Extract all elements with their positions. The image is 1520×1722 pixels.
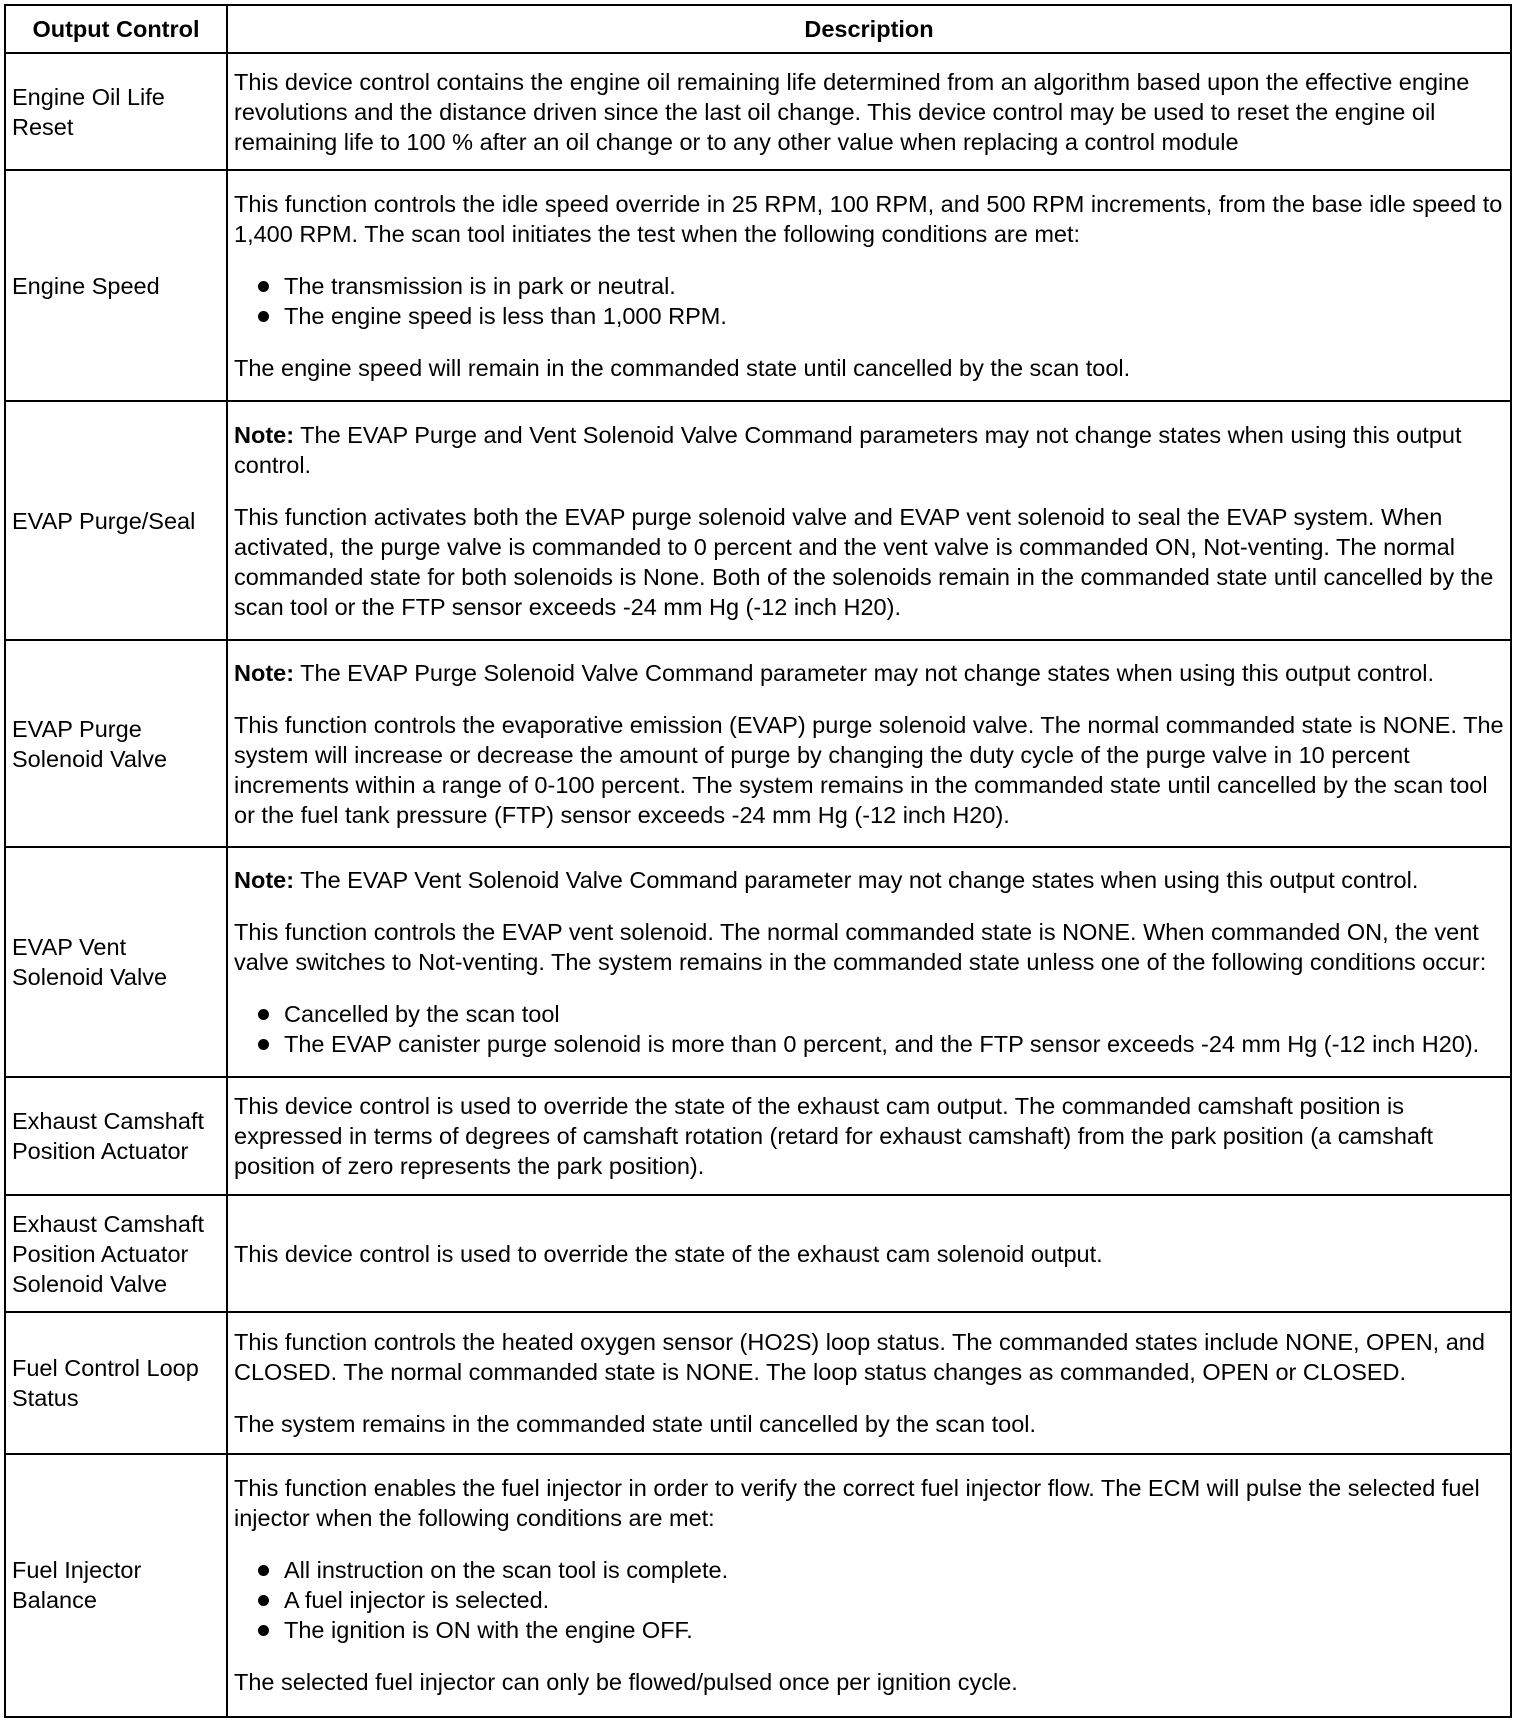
- table-row: [5, 1312, 1511, 1453]
- header-output-control: Output Control: [5, 5, 227, 53]
- bullet-list: [234, 271, 1504, 331]
- output-control-table: [4, 4, 1512, 1718]
- list-item: [258, 1585, 1504, 1615]
- bullet-list: [234, 999, 1504, 1059]
- description-cell: [227, 1454, 1511, 1717]
- table-row: [5, 1454, 1511, 1717]
- table-row: [5, 401, 1511, 640]
- bullet-icon: [258, 1625, 269, 1636]
- note-text: The EVAP Vent Solenoid Valve Command parameter may not change states when using this output control.: [300, 867, 1419, 894]
- bullet-icon: [258, 1009, 269, 1020]
- list-item-text: The transmission is in park or neutral.: [284, 272, 676, 299]
- description-cell: [227, 401, 1511, 640]
- output-control-name: Engine Oil Life Reset: [5, 53, 227, 170]
- output-control-name: Exhaust Camshaft Position Actuator: [5, 1077, 227, 1194]
- note-text: The EVAP Purge and Vent Solenoid Valve Command parameters may not change states when using this output control.: [234, 421, 1462, 478]
- description-cell: [227, 1312, 1511, 1453]
- list-item: [258, 1555, 1504, 1585]
- list-item: [258, 271, 1504, 301]
- table-row: [5, 640, 1511, 847]
- list-item-text: All instruction on the scan tool is complete.: [284, 1557, 729, 1584]
- output-control-name: Fuel Control Loop Status: [5, 1312, 227, 1453]
- bullet-icon: [258, 1595, 269, 1606]
- list-item-text: A fuel injector is selected.: [284, 1587, 550, 1614]
- list-item: [258, 301, 1504, 331]
- bullet-list: [234, 1555, 1504, 1645]
- description-paragraph: The system remains in the commanded state until cancelled by the scan tool.: [234, 1411, 1037, 1438]
- description-paragraph: This function controls the evaporative emission (EVAP) purge solenoid valve. The normal commanded state is NONE. The system will increase or decrease the amount of purge by changing the duty cycle of the purge valve in 10 percent increments within a range of 0-100 percent. The system remains in the commanded state until cancelled by the scan tool or the fuel tank pressure (FTP) sensor exceeds -24 mm Hg (-12 inch H20).: [234, 711, 1504, 828]
- description-paragraph: This device control contains the engine oil remaining life determined from an algorithm based upon the effective engine revolutions and the distance driven since the last oil change. This device control may be used to reset the engine oil remaining life to 100 % after an oil change or to any other value when replacing a control module: [234, 68, 1470, 155]
- description-cell: [227, 53, 1511, 170]
- output-control-name: Fuel Injector Balance: [5, 1454, 227, 1717]
- list-item-text: The ignition is ON with the engine OFF.: [284, 1617, 693, 1644]
- description-paragraph: This function controls the heated oxygen sensor (HO2S) loop status. The commanded states include NONE, OPEN, and CLOSED. The normal commanded state is NONE. The loop status changes as commanded, OPEN or CLOSED.: [234, 1329, 1485, 1386]
- header-description: Description: [227, 5, 1511, 53]
- list-item-text: The engine speed is less than 1,000 RPM.: [284, 302, 727, 329]
- description-cell: [227, 640, 1511, 847]
- list-item-text: Cancelled by the scan tool: [284, 1001, 560, 1028]
- table-row: [5, 1077, 1511, 1194]
- description-cell: [227, 1195, 1511, 1312]
- description-paragraph: This function controls the EVAP vent solenoid. The normal commanded state is NONE. When commanded ON, the vent valve switches to Not-venting. The system remains in the commanded state unless one of the following conditions occur:: [234, 919, 1487, 976]
- table-row: [5, 847, 1511, 1078]
- description-cell: [227, 170, 1511, 401]
- bullet-icon: [258, 1565, 269, 1576]
- note-text: The EVAP Purge Solenoid Valve Command parameter may not change states when using this output control.: [300, 659, 1435, 686]
- list-item: [258, 1615, 1504, 1645]
- table-row: [5, 170, 1511, 401]
- header-row: [5, 5, 1511, 53]
- table-row: [5, 1195, 1511, 1312]
- list-item-text: The EVAP canister purge solenoid is more than 0 percent, and the FTP sensor exceeds -24 mm Hg (-12 inch H20).: [284, 1031, 1480, 1058]
- output-control-name: Engine Speed: [5, 170, 227, 401]
- description-paragraph: The engine speed will remain in the commanded state until cancelled by the scan tool.: [234, 354, 1131, 381]
- list-item: [258, 1029, 1504, 1059]
- note-paragraph: [234, 420, 1504, 480]
- description-paragraph: This function enables the fuel injector in order to verify the correct fuel injector flow. The ECM will pulse the selected fuel injector when the following conditions are met:: [234, 1475, 1480, 1532]
- description-paragraph: This function controls the idle speed override in 25 RPM, 100 RPM, and 500 RPM increments, from the base idle speed to 1,400 RPM. The scan tool initiates the test when the following conditions are met:: [234, 190, 1503, 247]
- description-paragraph: This function activates both the EVAP purge solenoid valve and EVAP vent solenoid to seal the EVAP system. When activated, the purge valve is commanded to 0 percent and the vent valve is commanded ON, Not-venting. The normal commanded state for both solenoids is None. Both of the solenoids remain in the commanded state until cancelled by the scan tool or the FTP sensor exceeds -24 mm Hg (-12 inch H20).: [234, 503, 1494, 620]
- output-control-name: Exhaust Camshaft Position Actuator Solenoid Valve: [5, 1195, 227, 1312]
- description-cell: [227, 847, 1511, 1078]
- note-label: Note:: [234, 867, 295, 894]
- bullet-icon: [258, 281, 269, 292]
- output-control-name: EVAP Purge Solenoid Valve: [5, 640, 227, 847]
- note-paragraph: [234, 658, 1504, 688]
- note-label: Note:: [234, 421, 295, 448]
- list-item: [258, 999, 1504, 1029]
- note-paragraph: [234, 865, 1504, 895]
- description-paragraph: The selected fuel injector can only be flowed/pulsed once per ignition cycle.: [234, 1669, 1018, 1696]
- output-control-name: EVAP Vent Solenoid Valve: [5, 847, 227, 1078]
- note-label: Note:: [234, 659, 295, 686]
- table-row: [5, 53, 1511, 170]
- description-paragraph: This device control is used to override the state of the exhaust cam solenoid output.: [234, 1240, 1103, 1267]
- description-cell: [227, 1077, 1511, 1194]
- output-control-name: EVAP Purge/Seal: [5, 401, 227, 640]
- description-paragraph: This device control is used to override the state of the exhaust cam output. The commanded camshaft position is expressed in terms of degrees of camshaft rotation (retard for exhaust camshaft) from the park position (a camshaft position of zero represents the park position).: [234, 1093, 1434, 1180]
- bullet-icon: [258, 1039, 269, 1050]
- bullet-icon: [258, 311, 269, 322]
